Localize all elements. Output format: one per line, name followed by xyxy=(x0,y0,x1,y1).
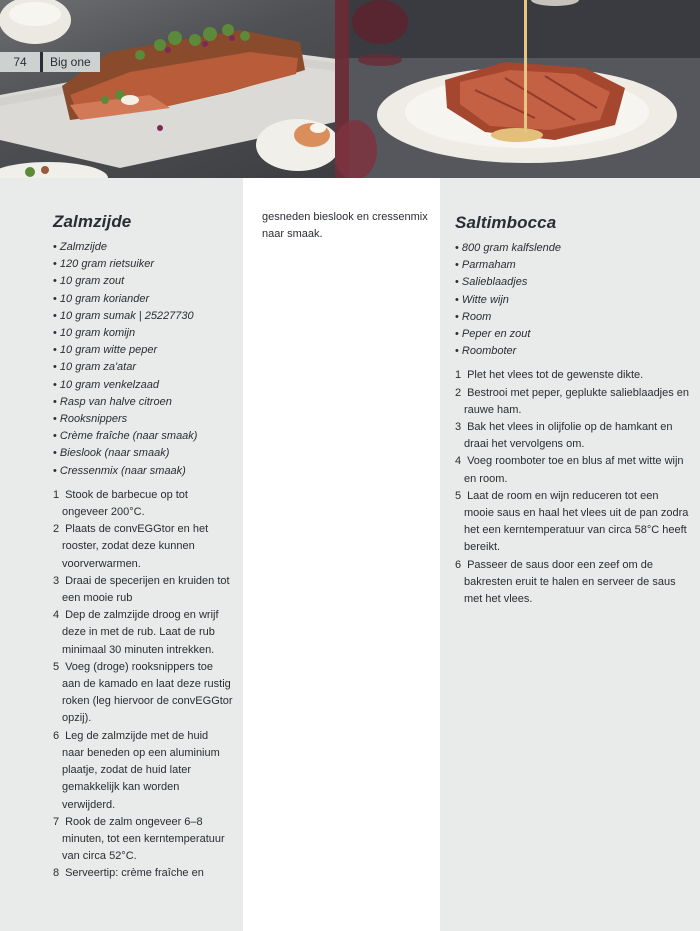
ingredient-item: • Salieblaadjes xyxy=(455,274,690,291)
step-item xyxy=(53,814,233,866)
header-photos xyxy=(0,0,700,178)
ingredient-item: • 10 gram witte peper xyxy=(53,342,233,359)
ingredient-item: • Rasp van halve citroen xyxy=(53,394,233,411)
page-number: 74 xyxy=(0,52,40,72)
step-item xyxy=(455,557,690,609)
step-text: Rook de zalm ongeveer 6–8 minuten, tot een kerntemperatuur van circa 52°C. xyxy=(62,815,225,863)
step-text: Laat de room en wijn reduceren tot een mooie saus en haal het vlees uit de pan zodra het een kerntemperatuur van circa 58°C heeft bereikt. xyxy=(464,489,689,554)
step-text: Passeer de saus door een zeef om de bakresten eruit te halen en serveer de saus met het vlees. xyxy=(464,558,676,606)
salmon-photo xyxy=(0,0,335,178)
step-item xyxy=(53,659,233,728)
step-number: 1 xyxy=(455,369,462,382)
step-item xyxy=(455,419,690,453)
saltimbocca-steps xyxy=(455,367,690,608)
step-number: 5 xyxy=(455,489,462,502)
ingredient-item: • Cressenmix (naar smaak) xyxy=(53,463,233,480)
step-text: Voeg (droge) rooksnippers toe aan de kamado en laat deze rustig roken (leg hiervoor de convEGGtor opzij). xyxy=(62,660,233,725)
zalmzijde-ingredients xyxy=(53,239,233,480)
step-item xyxy=(53,487,233,521)
ingredient-item: • 800 gram kalfslende xyxy=(455,240,690,257)
ingredient-item: • Roomboter xyxy=(455,343,690,360)
step-number: 2 xyxy=(53,523,60,536)
saltimbocca-illustration xyxy=(335,0,700,178)
step-text: Bak het vlees in olijfolie op de hamkant en draai het vervolgens om. xyxy=(464,421,673,451)
ingredient-item: • Crème fraîche (naar smaak) xyxy=(53,428,233,445)
saltimbocca-column xyxy=(440,178,700,931)
zalmzijde-column xyxy=(0,178,243,931)
ingredient-item: • Zalmzijde xyxy=(53,239,233,256)
step-number: 4 xyxy=(455,455,462,468)
ingredient-item: • Rooksnippers xyxy=(53,411,233,428)
ingredient-item: • 10 gram koriander xyxy=(53,291,233,308)
ingredient-item: • 120 gram rietsuiker xyxy=(53,256,233,273)
ingredient-item: • Witte wijn xyxy=(455,292,690,309)
step-item xyxy=(455,488,690,557)
ingredient-item: • 10 gram komijn xyxy=(53,325,233,342)
step-number: 6 xyxy=(53,729,60,742)
step-number: 5 xyxy=(53,660,60,673)
step-number: 3 xyxy=(53,574,60,587)
step-text: Draai de specerijen en kruiden tot een mooie rub xyxy=(62,574,230,605)
saltimbocca-title: Saltimbocca xyxy=(455,213,557,232)
step-text: Stook de barbecue op tot ongeveer 200°C. xyxy=(62,488,188,519)
step-text: Leg de zalmzijde met de huid naar beneden op een aluminium plaatje, zodat de huid later gemakkelijk kan worden verwijderd. xyxy=(62,729,220,811)
step-number: 4 xyxy=(53,609,60,622)
ingredient-item: • Bieslook (naar smaak) xyxy=(53,445,233,462)
step-item xyxy=(53,573,233,607)
continuation-column xyxy=(243,178,440,931)
step-number: 3 xyxy=(455,421,462,434)
ingredient-item: • 10 gram za'atar xyxy=(53,359,233,376)
zalmzijde-steps xyxy=(53,487,233,883)
step-item xyxy=(53,865,233,882)
step-text: Dep de zalmzijde droog en wrijf deze in met de rub. Laat de rub minimaal 30 minuten intrekken. xyxy=(62,609,219,656)
step-item xyxy=(455,453,690,487)
step-number: 2 xyxy=(455,386,462,399)
ingredient-item: • 10 gram zout xyxy=(53,273,233,290)
step-item xyxy=(455,367,690,384)
step-item xyxy=(455,385,690,419)
step-item xyxy=(53,728,233,814)
salmon-illustration xyxy=(0,0,335,178)
ingredient-item: • Peper en zout xyxy=(455,326,690,343)
step-text: Plaats de convEGGtor en het rooster, zodat deze kunnen voorverwarmen. xyxy=(62,523,209,570)
step-text: Serveertip: crème fraîche en xyxy=(65,867,204,880)
ingredient-item: • Room xyxy=(455,309,690,326)
step-text: Bestrooi met peper, geplukte salieblaadjes en rauwe ham. xyxy=(464,386,690,416)
step-number: 1 xyxy=(53,488,60,501)
step-item xyxy=(53,521,233,573)
page-tab xyxy=(0,52,100,72)
step-text: Voeg roomboter toe en blus af met witte wijn en room. xyxy=(464,455,684,485)
step-number: 7 xyxy=(53,815,60,828)
step-number: 8 xyxy=(53,867,60,880)
saltimbocca-photo xyxy=(335,0,700,178)
ingredient-item: • 10 gram sumak | 25227730 xyxy=(53,308,233,325)
ingredient-item: • 10 gram venkelzaad xyxy=(53,377,233,394)
step-continuation: gesneden bieslook en cressenmix naar smaak. xyxy=(262,211,428,241)
step-number: 6 xyxy=(455,558,462,571)
section-label: Big one xyxy=(43,52,100,72)
saltimbocca-ingredients xyxy=(455,240,690,360)
zalmzijde-title: Zalmzijde xyxy=(53,212,132,231)
step-item xyxy=(53,607,233,659)
step-text: Plet het vlees tot de gewenste dikte. xyxy=(467,369,644,382)
ingredient-item: • Parmaham xyxy=(455,257,690,274)
